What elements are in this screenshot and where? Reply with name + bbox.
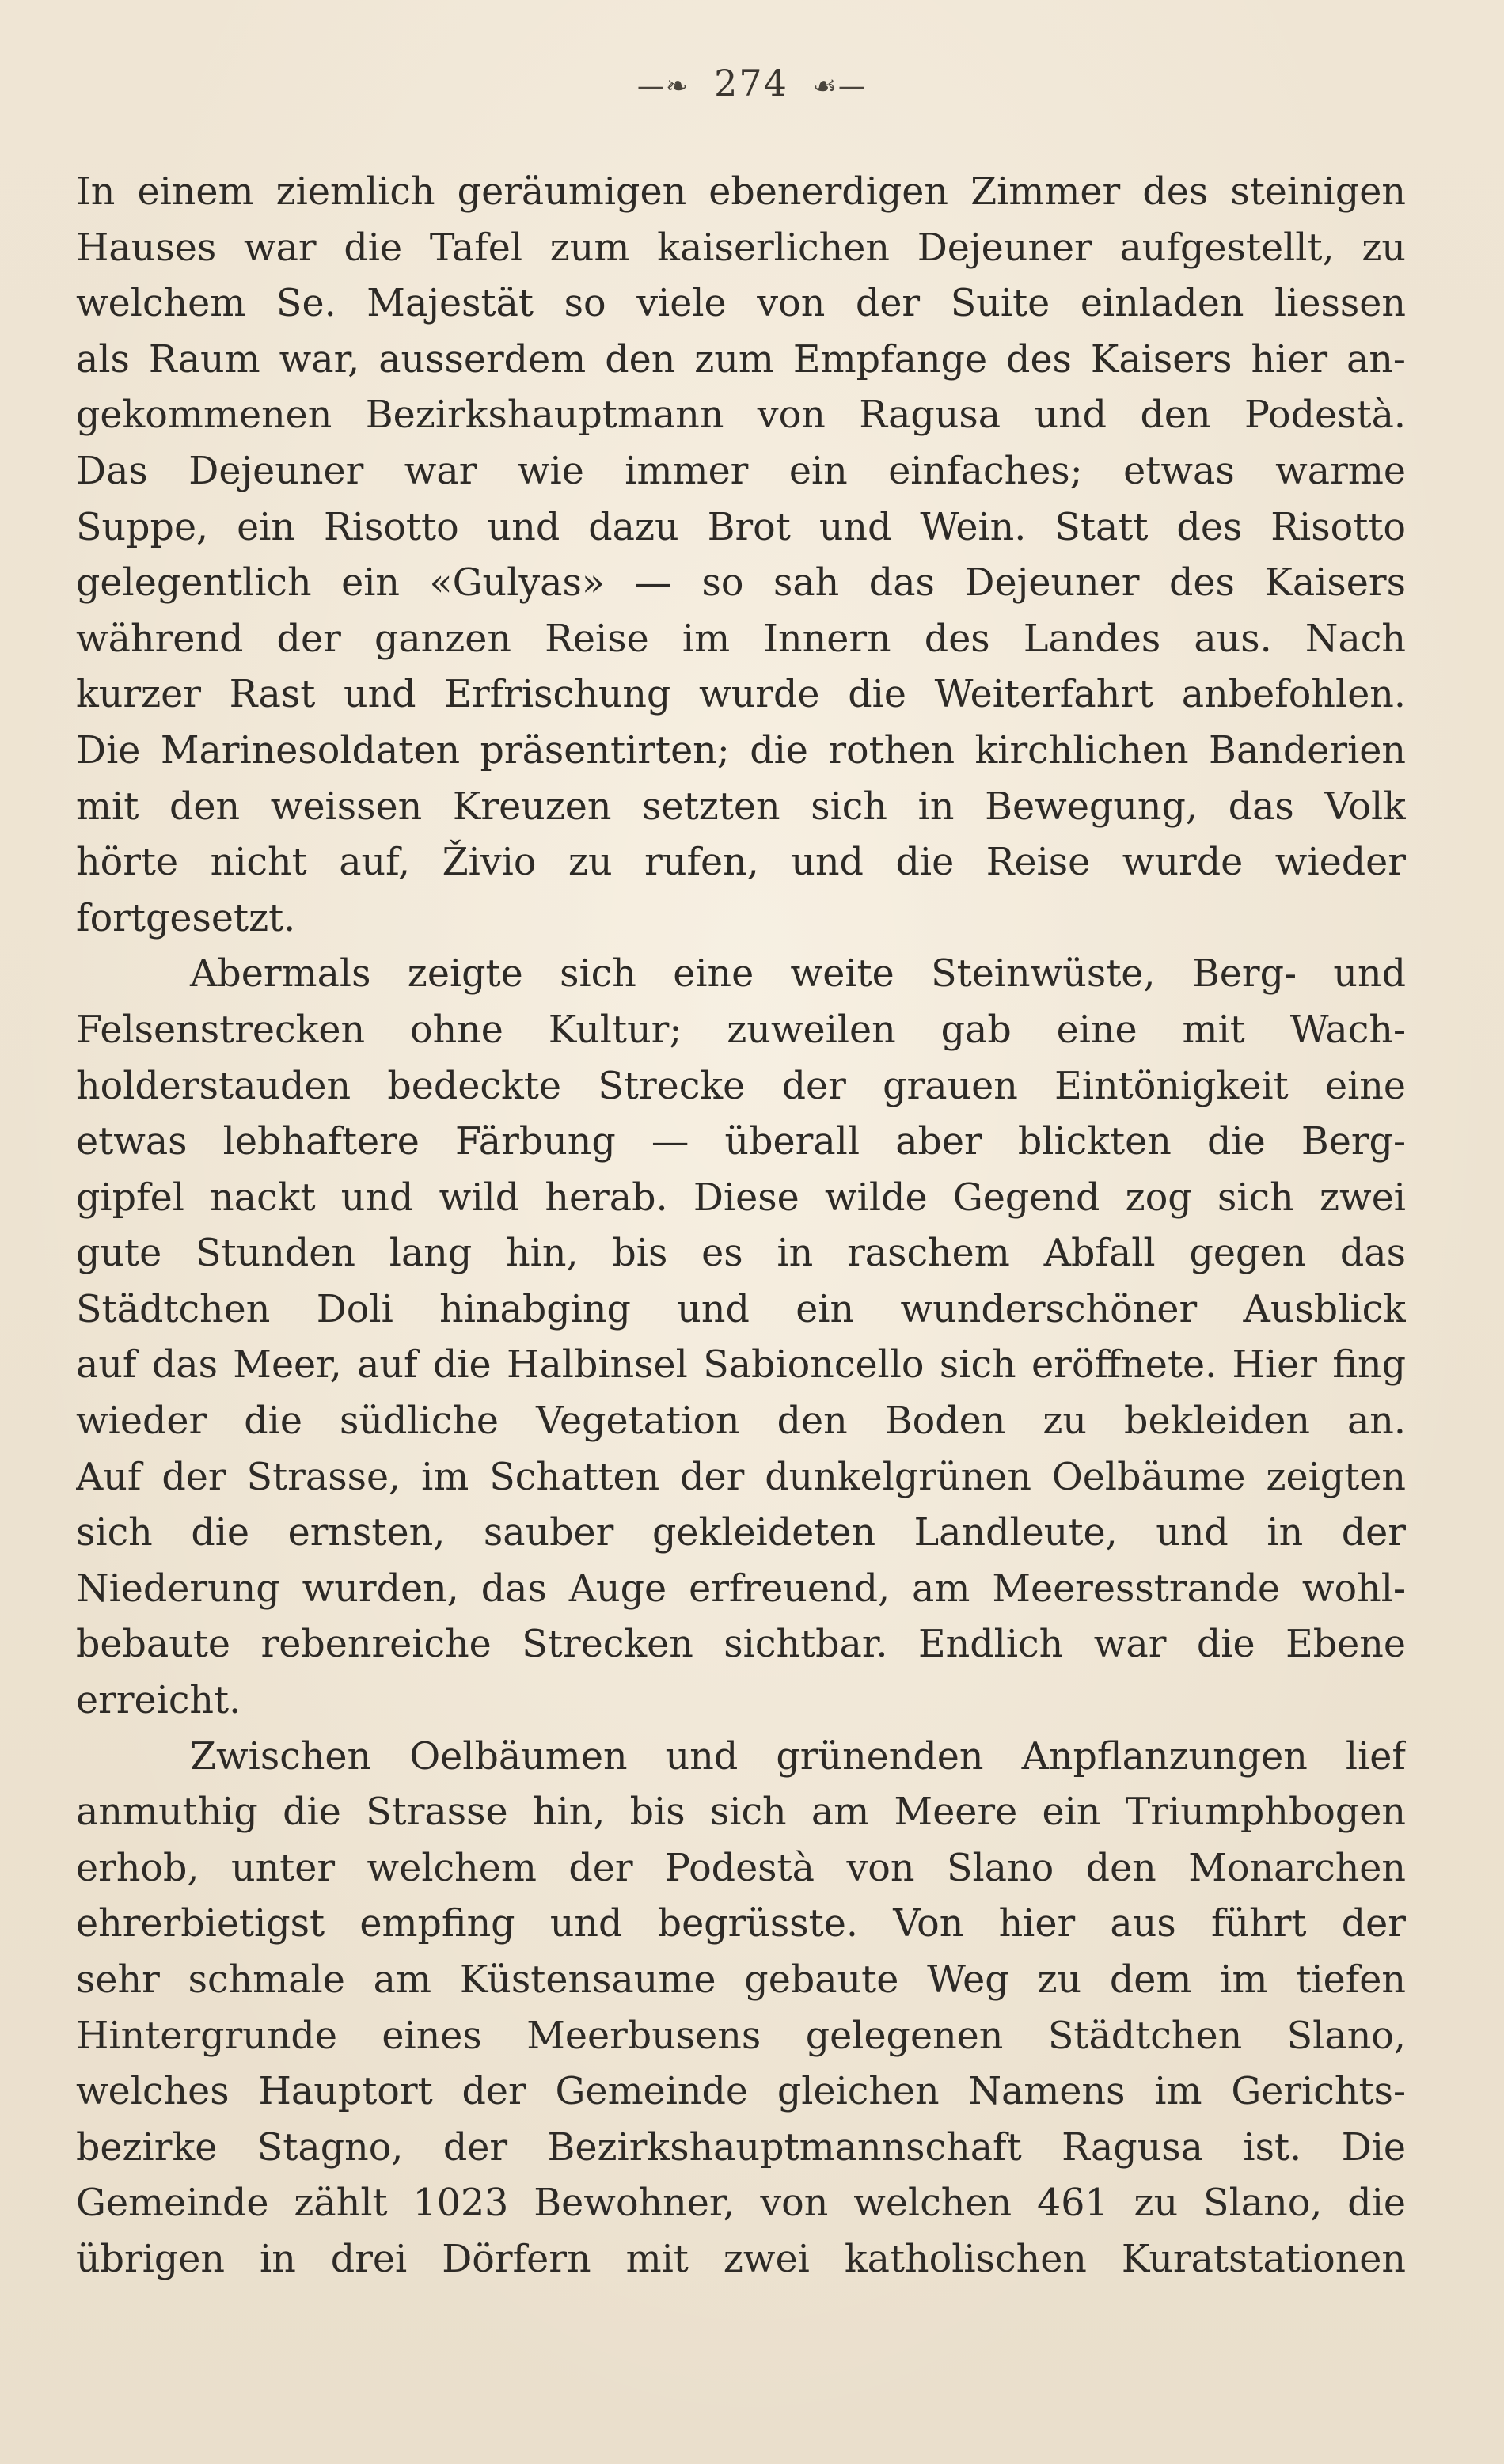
text-line: gekommenen Bezirkshauptmann von Ragusa und den Podestà. [76, 393, 1406, 438]
text-line: holderstauden bedeckte Strecke der grauen Eintönigkeit eine [76, 1064, 1406, 1108]
text-line: Städtchen Doli hinabging und ein wunderschöner Ausblick [76, 1287, 1406, 1331]
text-line: Gemeinde zählt 1023 Bewohner, von welchen 461 zu Slano, die [76, 2181, 1406, 2226]
text-line: gelegentlich ein «Gulyas» — so sah das Dejeuner des Kaisers [76, 561, 1406, 606]
text-line: mit den weissen Kreuzen setzten sich in Bewegung, das Volk [76, 784, 1406, 829]
text-line: erreicht. [76, 1679, 241, 1723]
text-line: Felsenstrecken ohne Kultur; zuweilen gab eine mit Wach- [76, 1008, 1406, 1052]
text-line: bezirke Stagno, der Bezirkshauptmannschaft Ragusa ist. Die [76, 2125, 1406, 2170]
page-header [0, 62, 1504, 104]
text-line: gute Stunden lang hin, bis es in raschem Abfall gegen das [76, 1232, 1406, 1276]
text-line: etwas lebhaftere Färbung — überall aber blickten die Berg- [76, 1120, 1406, 1164]
text-line: auf das Meer, auf die Halbinsel Sabioncello sich eröffnete. Hier fing [76, 1343, 1406, 1388]
text-line: fortgesetzt. [76, 896, 296, 940]
text-line: übrigen in drei Dörfern mit zwei katholischen Kuratstationen [76, 2237, 1406, 2281]
body-text [76, 165, 1406, 2288]
ornament-left-icon: —❧ [636, 70, 690, 102]
text-line: In einem ziemlich geräumigen ebenerdigen Zimmer des steinigen [76, 170, 1406, 214]
text-line: Niederung wurden, das Auge erfreuend, am Meeresstrande wohl- [76, 1566, 1406, 1611]
text-line: Auf der Strasse, im Schatten der dunkelgrünen Oelbäume zeigten [76, 1455, 1406, 1499]
text-line: Hintergrunde eines Meerbusens gelegenen Städtchen Slano, [76, 2014, 1406, 2058]
text-line: welchem Se. Majestät so viele von der Suite einladen liessen [76, 282, 1406, 326]
page-number: 274 [714, 62, 788, 104]
text-line: erhob, unter welchem der Podestà von Slano den Monarchen [76, 1846, 1406, 1890]
text-line: als Raum war, ausserdem den zum Empfange des Kaisers hier an- [76, 337, 1406, 382]
ornament-right-icon: ☙— [812, 70, 868, 102]
text-line: Abermals zeigte sich eine weite Steinwüste, Berg- und [190, 952, 1406, 997]
text-line: gipfel nackt und wild herab. Diese wilde Gegend zog sich zwei [76, 1175, 1406, 1220]
text-line: Die Marinesoldaten präsentirten; die rothen kirchlichen Banderien [76, 728, 1406, 773]
text-line: sich die ernsten, sauber gekleideten Landleute, und in der [76, 1511, 1406, 1555]
text-line: bebaute rebenreiche Strecken sichtbar. Endlich war die Ebene [76, 1623, 1406, 1667]
text-line: Suppe, ein Risotto und dazu Brot und Wein. Statt des Risotto [76, 505, 1406, 549]
text-line: Zwischen Oelbäumen und grünenden Anpflanzungen lief [190, 1734, 1406, 1779]
text-line: Das Dejeuner war wie immer ein einfaches; etwas warme [76, 449, 1406, 493]
text-line: wieder die südliche Vegetation den Boden zu bekleiden an. [76, 1399, 1406, 1444]
text-line: anmuthig die Strasse hin, bis sich am Meere ein Triumphbogen [76, 1790, 1406, 1835]
text-line: während der ganzen Reise im Innern des Landes aus. Nach [76, 617, 1406, 661]
text-line: hörte nicht auf, Živio zu rufen, und die Reise wurde wieder [76, 841, 1406, 885]
text-line: sehr schmale am Küstensaume gebaute Weg zu dem im tiefen [76, 1958, 1406, 2002]
text-line: kurzer Rast und Erfrischung wurde die Weiterfahrt anbefohlen. [76, 673, 1406, 717]
text-line: ehrerbietigst empfing und begrüsste. Von hier aus führt der [76, 1902, 1406, 1946]
text-line: welches Hauptort der Gemeinde gleichen Namens im Gerichts- [76, 2070, 1406, 2114]
text-line: Hauses war die Tafel zum kaiserlichen Dejeuner aufgestellt, zu [76, 226, 1406, 270]
